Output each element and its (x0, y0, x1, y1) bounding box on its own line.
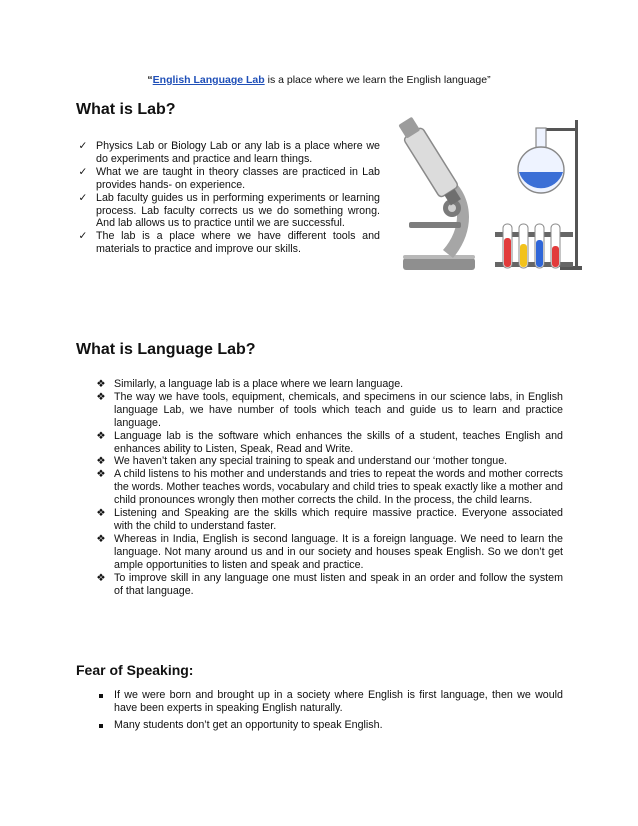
diamond-bullet-icon: ❖ (96, 507, 106, 520)
check-icon: ✓ (78, 191, 88, 204)
diamond-bullet-icon: ❖ (96, 532, 106, 545)
list-item: ❖ Similarly, a language lab is a place where we learn language. (114, 378, 563, 391)
language-lab-list (96, 378, 563, 597)
list-item: ❖ We haven’t taken any special training to speak and understand our ‘mother tongue. (114, 455, 563, 468)
check-icon: ✓ (78, 230, 88, 243)
header-quote (0, 74, 638, 86)
list-item: ✓ What we are taught in theory classes are practiced in Lab provides hands- on experience. (96, 166, 380, 192)
list-item: ❖ Language lab is the software which enhances the skills of a student, teaches English and enhances ability to Listen, Speak, Read and Write. (114, 430, 563, 456)
open-quote: “ (147, 74, 153, 86)
heading-what-is-lab: What is Lab? (76, 101, 176, 118)
heading-fear-of-speaking: Fear of Speaking: (76, 662, 194, 678)
lab-list (78, 140, 380, 256)
fear-list (114, 689, 563, 736)
square-bullet-icon (94, 719, 108, 732)
list-item: If we were born and brought up in a society where English is first language, then we would have been experts in speaking English naturally. (114, 689, 563, 715)
check-icon: ✓ (78, 140, 88, 152)
heading-what-is-language-lab: What is Language Lab? (76, 341, 256, 358)
list-item: ❖ Whereas in India, English is second language. It is a foreign language. We need to learn the language. Not many around us and in our society and houses speak English. So we don’t get ample opportunities to listen and speak and practice. (114, 533, 563, 572)
diamond-bullet-icon: ❖ (96, 571, 106, 584)
list-item: ❖ The way we have tools, equipment, chemicals, and specimens in our science labs, in English language Lab, we have number of tools which teach and guide us to learn and practice language. (114, 391, 563, 430)
list-item: ❖ Listening and Speaking are the skills which require massive practice. Everyone associated with the child to understand faster. (114, 507, 563, 533)
diamond-bullet-icon: ❖ (96, 468, 106, 481)
diamond-bullet-icon: ❖ (96, 390, 106, 403)
diamond-bullet-icon: ❖ (96, 378, 106, 390)
list-item: ✓ Lab faculty guides us in performing experiments or learning process. Lab faculty corrects us we do something wrong. And lab allows us to practice until we are successful. (96, 192, 380, 231)
diamond-bullet-icon: ❖ (96, 455, 106, 468)
list-item: ❖ A child listens to his mother and understands and tries to repeat the words and mother corrects the words. Mother teaches words, vocabulary and child tries to speak exactly like a mother and child pronounces wrongly then mother corrects the child. In the process, the child learns. (114, 468, 563, 507)
quote-rest: is a place where we learn the English language” (264, 74, 491, 86)
diamond-bullet-icon: ❖ (96, 429, 106, 442)
list-item: ❖ To improve skill in any language one must listen and speak in an order and follow the system of that language. (114, 572, 563, 598)
list-item: Many students don’t get an opportunity to speak English. (114, 719, 563, 732)
list-item: ✓ The lab is a place where we have different tools and materials to practice and improve our skills. (96, 230, 380, 256)
microscope-flask-illustration (395, 112, 585, 282)
english-language-lab-link[interactable]: English Language Lab (152, 74, 265, 86)
check-icon: ✓ (78, 165, 88, 178)
list-item: ✓ Physics Lab or Biology Lab or any lab is a place where we do experiments and practice and learn things. (96, 140, 380, 166)
square-bullet-icon (94, 689, 108, 702)
